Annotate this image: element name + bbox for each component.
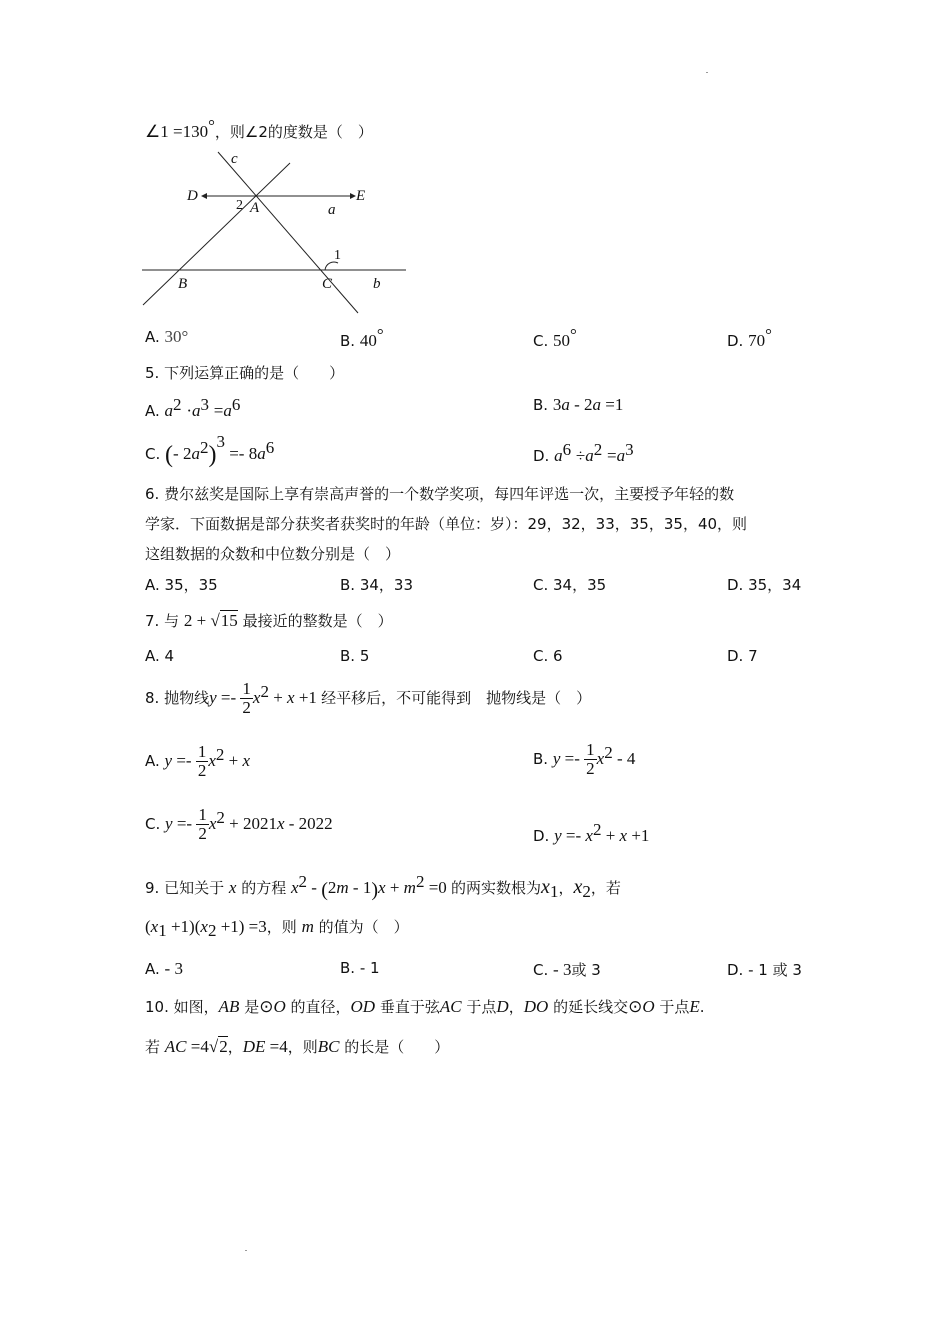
label-A: A [250, 200, 260, 216]
q4-stem: ∠1 =130°，则∠2的度数是（ ） [145, 116, 373, 141]
q7-option-b[interactable]: B. 5 [340, 647, 370, 665]
q9-line2: $(x_1 +1)(x_2 +1) =3$，则 m 的值为（ ） [145, 917, 409, 940]
label-E: E [356, 188, 366, 204]
q5-stem: 5. 下列运算正确的是（ ） [145, 364, 345, 382]
q9-line1: 9. 已知关于 x 的方程 $x^2 - (2m - 1)x + m^2 =0$ 的两实数根为$x_1$，$x_2$，若 [145, 872, 621, 901]
q7-stem: 7. 与 2 + √15 最接近的整数是（ ） [145, 611, 393, 630]
q5-option-a[interactable]: A. $a^2 \cdot a^3 =a^6$ [145, 395, 241, 420]
line-c-left [143, 163, 290, 305]
q9-option-a[interactable]: A. - 3 [145, 959, 183, 978]
q7-option-c[interactable]: C. 6 [533, 647, 563, 665]
label-D: D [187, 188, 198, 204]
q5-option-b[interactable]: B. 3a - 2a =1 [533, 395, 624, 414]
q6-option-d[interactable]: D. 35，34 [727, 576, 802, 594]
label-C: C [322, 276, 333, 292]
q6-option-c[interactable]: C. 34，35 [533, 576, 607, 594]
q5-option-d[interactable]: D. $a^6 \div a^2 =a^3$ [533, 440, 634, 465]
q6-line1: 6. 费尔兹奖是国际上享有崇高声誉的一个数学奖项，每四年评选一次，主要授予年轻的数 [145, 485, 735, 503]
q9-option-c[interactable]: C. - 3或 3 [533, 960, 601, 979]
q6-option-b[interactable]: B. 34，33 [340, 576, 414, 594]
label-b: b [373, 276, 381, 292]
angle1-expr: ∠1 =130 [145, 122, 209, 141]
q6-option-a[interactable]: A. 35，35 [145, 576, 218, 594]
q6-line3: 这组数据的众数和中位数分别是（ ） [145, 545, 401, 563]
q10-line2: 若 AC =4√2，DE =4，则BC 的长是（ ） [145, 1037, 450, 1056]
q8-option-d[interactable]: D. $y =- x^2 + x +1$ [533, 820, 650, 845]
q6-line2: 学家．下面数据是部分获奖者获奖时的年龄（单位：岁）：29，32，33，35，35，40，则 [145, 515, 748, 533]
q4-option-b[interactable]: B. 40° [340, 325, 384, 350]
q10-line1: 10. 如图，AB 是⊙O 的直径，OD 垂直于弦AC 于点D，DO 的延长线交⊙O 于点E. [145, 997, 705, 1016]
label-1: 1 [334, 248, 341, 263]
line-c-right [218, 152, 358, 313]
arrow-d [201, 193, 207, 199]
q8-option-a[interactable]: A. y =- $\frac{1}{2}$ $x^2 + x$ [145, 742, 251, 780]
q8-stem: 8. 抛物线y =- $\frac{1}{2}$ $x^2 + x +1$ 经平移后，不可能得到 抛物线是（ ） [145, 679, 592, 717]
q7-option-d[interactable]: D. 7 [727, 647, 758, 665]
q8-option-b[interactable]: B. y =- $\frac{1}{2}$ $x^2 - 4$ [533, 740, 636, 778]
q5-option-c[interactable]: C. (- $2a^2)^3 =- 8a^6$ [145, 432, 275, 468]
q4-option-d[interactable]: D. 70° [727, 325, 772, 350]
label-a: a [328, 202, 336, 218]
q4-figure [140, 148, 420, 318]
label-c: c [231, 151, 238, 167]
q9-option-d[interactable]: D. - 1 或 3 [727, 961, 802, 979]
label-B: B [178, 276, 188, 292]
label-2: 2 [236, 198, 243, 213]
q4-option-a[interactable]: A. 30° [145, 327, 189, 346]
q8-option-c[interactable]: C. y =- $\frac{1}{2}$ $x^2 + 2021x - 2022$ [145, 805, 333, 843]
q4-option-c[interactable]: C. 50° [533, 325, 577, 350]
q9-option-b[interactable]: B. - 1 [340, 959, 380, 977]
q7-option-a[interactable]: A. 4 [145, 647, 175, 665]
angle1-arc [325, 262, 338, 270]
